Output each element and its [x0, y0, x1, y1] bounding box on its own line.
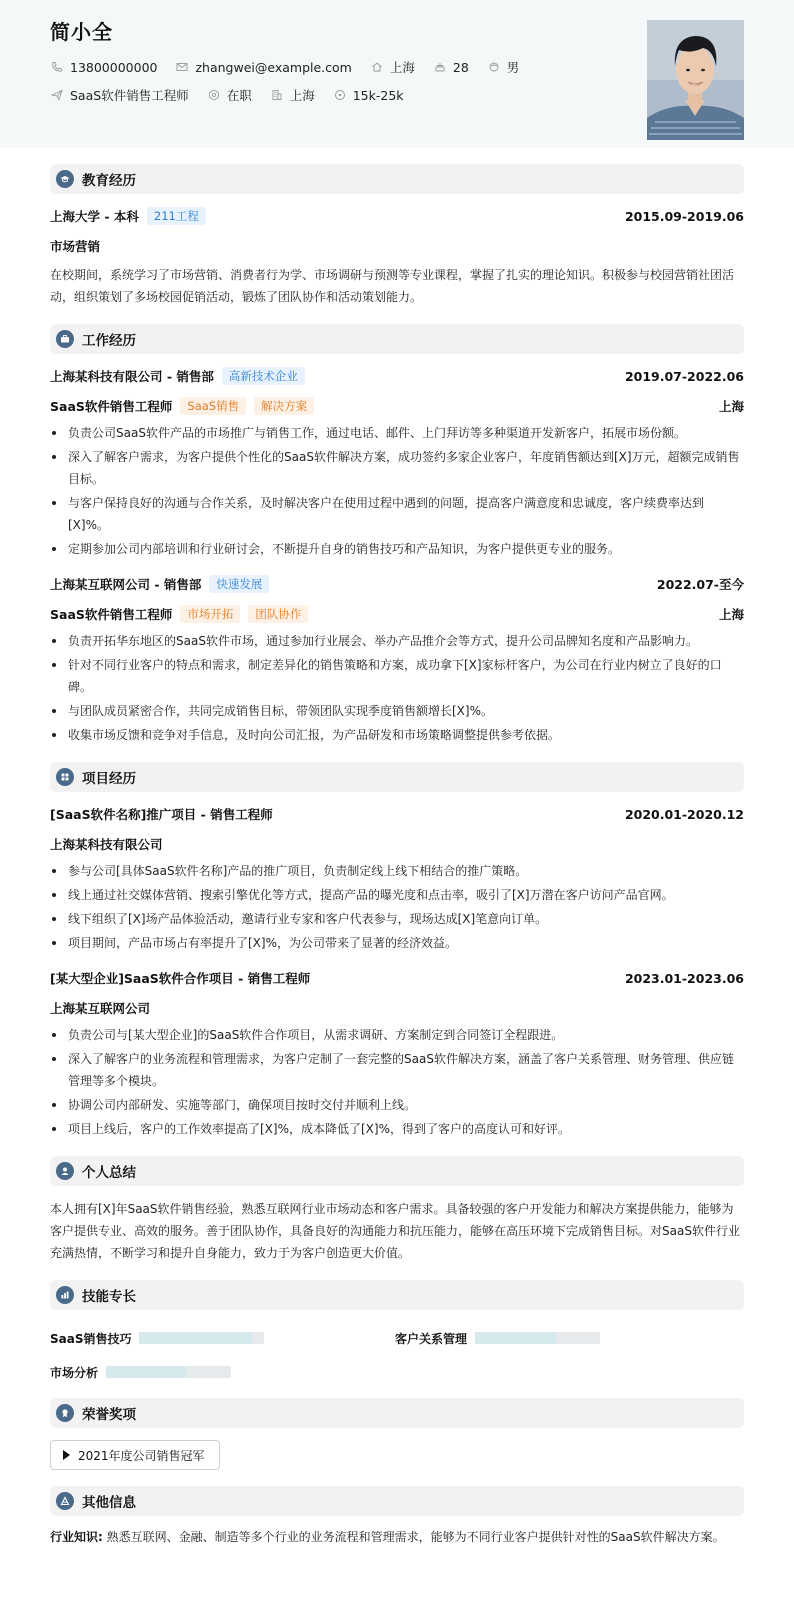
- skill-bar: [475, 1332, 600, 1344]
- role-name: SaaS软件销售工程师: [50, 399, 173, 414]
- award-item: [50, 1440, 220, 1470]
- entry-date: 2015.09-2019.06: [624, 208, 744, 224]
- list-item: 线上通过社交媒体营销、搜索引擎优化等方式，提高产品的曝光度和点击率，吸引了[X]万潜在客户访问产品官网。: [50, 884, 744, 906]
- location-item: [370, 58, 415, 76]
- entry-date: 2020.01-2020.12: [624, 806, 744, 822]
- project-company: 上海某科技有限公司: [50, 837, 163, 852]
- grid-icon: [56, 768, 74, 786]
- section-title: 教育经历: [82, 173, 136, 189]
- position-item: [50, 86, 189, 104]
- project-name: [SaaS软件名称]推广项目 - 销售工程师: [50, 807, 273, 822]
- skill-name: 市场分析: [50, 1365, 99, 1380]
- school-tag: 211工程: [147, 207, 206, 225]
- entry-date: 2022.07-至今: [656, 577, 744, 592]
- project-entry: [50, 968, 744, 1140]
- gender-icon: [487, 60, 501, 74]
- gender-text: 男: [506, 60, 520, 75]
- skill-level-fill: [475, 1332, 556, 1344]
- project-company: 上海某互联网公司: [50, 1001, 151, 1016]
- salary-text: 15k-25k: [352, 87, 404, 103]
- entry-header: [50, 206, 744, 226]
- send-icon: [50, 88, 64, 102]
- skill-level-fill: [106, 1366, 187, 1378]
- company-name: 上海某互联网公司 - 销售部: [50, 577, 202, 592]
- duty-list: [50, 422, 744, 560]
- list-item: 负责公司与[某大型企业]的SaaS软件合作项目，从需求调研、方案制定到合同签订全程跟进。: [50, 1024, 744, 1046]
- skills-list: [50, 1320, 744, 1382]
- major-row: [50, 236, 744, 256]
- list-item: 收集市场反馈和竞争对手信息，及时向公司汇报，为产品研发和市场策略调整提供参考依据。: [50, 724, 744, 746]
- status-text: 在职: [226, 88, 252, 103]
- role-tag: SaaS销售: [180, 397, 246, 415]
- summary-text: 本人拥有[X]年SaaS软件销售经验，熟悉互联网行业市场动态和客户需求。具备较强的客户开发能力和解决方案提供能力，能够为客户提供专业、高效的服务。善于团队协作，具备良好的沟通能力和抗压能力，能够在高压环境下完成销售目标。对SaaS软件行业充满热情，不断学习和提升自身能力，致力于为客户创造更大价值。: [50, 1202, 740, 1260]
- gender-item: [487, 58, 520, 76]
- education-description: 在校期间，系统学习了市场营销、消费者行为学、市场调研与预测等专业课程，掌握了扎实的理论知识。积极参与校园营销社团活动，组织策划了多场校园促销活动，锻炼了团队协作和活动策划能力。: [50, 268, 735, 304]
- other-text: 熟悉互联网、金融、制造等多个行业的业务流程和管理需求，能够为不同行业客户提供针对性的SaaS软件解决方案。: [106, 1530, 725, 1544]
- section-title: 项目经历: [82, 771, 136, 787]
- skill-name: 客户关系管理: [395, 1331, 468, 1346]
- status-item: [207, 86, 252, 104]
- list-item: 深入了解客户需求，为客户提供个性化的SaaS软件解决方案，成功签约多家企业客户，年度销售额达到[X]万元，超额完成销售目标。: [50, 446, 744, 490]
- cake-icon: [433, 60, 447, 74]
- section-title: 个人总结: [82, 1165, 136, 1181]
- candidate-name: 简小全: [50, 20, 113, 44]
- list-item: 与客户保持良好的沟通与合作关系，及时解决客户在使用过程中遇到的问题，提高客户满意度和忠诚度，客户续费率达到[X]%。: [50, 492, 744, 536]
- resume-header: [0, 0, 794, 148]
- settings-icon: [207, 88, 221, 102]
- role-tag: 解决方案: [254, 397, 314, 415]
- awards-section-header: [50, 1398, 744, 1428]
- email-icon: [175, 60, 189, 74]
- graduation-cap-icon: [56, 170, 74, 188]
- duty-list: [50, 630, 744, 746]
- summary-section-header: [50, 1156, 744, 1186]
- play-icon: [63, 1450, 70, 1460]
- work-city: 上海: [718, 607, 744, 622]
- work-entry: [50, 574, 744, 746]
- list-item: 协调公司内部研发、实施等部门，确保项目按时交付并顺利上线。: [50, 1094, 744, 1116]
- award-icon: [56, 1404, 74, 1422]
- section-title: 工作经历: [82, 333, 136, 349]
- skill-name: SaaS销售技巧: [50, 1331, 132, 1346]
- chart-icon: [56, 1286, 74, 1304]
- list-item: 负责开拓华东地区的SaaS软件市场，通过参加行业展会、举办产品推介会等方式，提升公司品牌知名度和产品影响力。: [50, 630, 744, 652]
- entry-header: [50, 366, 744, 386]
- project-list: [50, 860, 744, 954]
- section-title: 荣誉奖项: [82, 1407, 136, 1423]
- role-row: [50, 604, 744, 624]
- list-item: 参与公司[具体SaaS软件名称]产品的推广项目，负责制定线上线下相结合的推广策略。: [50, 860, 744, 882]
- skill-level-fill: [139, 1332, 252, 1344]
- home-icon: [370, 60, 384, 74]
- other-section-header: [50, 1486, 744, 1516]
- work-entry: [50, 366, 744, 560]
- list-item: 项目期间，产品市场占有率提升了[X]%，为公司带来了显著的经济效益。: [50, 932, 744, 954]
- briefcase-icon: [56, 330, 74, 348]
- project-company-row: [50, 834, 744, 854]
- age-item: [433, 60, 469, 75]
- award-name: 2021年度公司销售冠军: [78, 1448, 205, 1463]
- role-row: [50, 396, 744, 416]
- building-icon: [270, 88, 284, 102]
- work-section-header: [50, 324, 744, 354]
- education-entry: [50, 206, 744, 308]
- other-info: [50, 1526, 744, 1548]
- skill-item: [50, 1328, 395, 1348]
- entry-date: 2023.01-2023.06: [624, 970, 744, 986]
- entry-header: [50, 968, 744, 988]
- phone-item: [50, 60, 157, 75]
- education-section-header: [50, 164, 744, 194]
- list-item: 定期参加公司内部培训和行业研讨会，不断提升自身的销售技巧和产品知识，为客户提供更专业的服务。: [50, 538, 744, 560]
- project-company-row: [50, 998, 744, 1018]
- school-name: 上海大学 - 本科: [50, 209, 139, 224]
- phone-icon: [50, 60, 64, 74]
- section-title: 技能专长: [82, 1289, 136, 1305]
- project-entry: [50, 804, 744, 954]
- work-city: 上海: [718, 399, 744, 414]
- age-text: 28: [452, 59, 469, 75]
- section-title: 其他信息: [82, 1495, 136, 1511]
- entry-header: [50, 804, 744, 824]
- projects-section-header: [50, 762, 744, 792]
- other-label: 行业知识:: [50, 1530, 103, 1544]
- role-name: SaaS软件销售工程师: [50, 607, 173, 622]
- major-name: 市场营销: [50, 239, 101, 254]
- salary-icon: [333, 88, 347, 102]
- list-item: 与团队成员紧密合作，共同完成销售目标，带领团队实现季度销售额增长[X]%。: [50, 700, 744, 722]
- list-item: 针对不同行业客户的特点和需求，制定差异化的销售策略和方案，成功拿下[X]家标杆客户，为公司在行业内树立了良好的口碑。: [50, 654, 744, 698]
- contact-row: [50, 58, 744, 76]
- email-text: zhangwei@example.com: [195, 59, 352, 75]
- job-intent-row: [50, 86, 744, 104]
- skill-item: [395, 1328, 740, 1348]
- company-tag: 高新技术企业: [222, 367, 305, 385]
- target-city-text: 上海: [289, 88, 315, 103]
- list-item: 深入了解客户的业务流程和管理需求，为客户定制了一套完整的SaaS软件解决方案，涵盖了客户关系管理、财务管理、供应链管理等多个模块。: [50, 1048, 744, 1092]
- info-icon: [56, 1492, 74, 1510]
- role-tag: 市场开拓: [180, 605, 240, 623]
- user-icon: [56, 1162, 74, 1180]
- company-tag: 快速发展: [209, 575, 269, 593]
- profile-photo: [647, 20, 744, 140]
- resume-body: [0, 164, 794, 1548]
- role-tag: 团队协作: [248, 605, 308, 623]
- entry-date: 2019.07-2022.06: [624, 368, 744, 384]
- email-item: [175, 60, 351, 75]
- list-item: 负责公司SaaS软件产品的市场推广与销售工作，通过电话、邮件、上门拜访等多种渠道开发新客户，拓展市场份额。: [50, 422, 744, 444]
- skills-section-header: [50, 1280, 744, 1310]
- skill-bar: [106, 1366, 231, 1378]
- phone-text: 13800000000: [70, 59, 158, 75]
- skill-item: [50, 1362, 395, 1382]
- company-name: 上海某科技有限公司 - 销售部: [50, 369, 214, 384]
- skill-bar: [139, 1332, 264, 1344]
- target-city-item: [270, 86, 315, 104]
- project-list: [50, 1024, 744, 1140]
- list-item: 项目上线后，客户的工作效率提高了[X]%，成本降低了[X]%，得到了客户的高度认可和好评。: [50, 1118, 744, 1140]
- project-name: [某大型企业]SaaS软件合作项目 - 销售工程师: [50, 971, 311, 986]
- location-text: 上海: [389, 60, 415, 75]
- entry-header: [50, 574, 744, 594]
- position-text: SaaS软件销售工程师: [70, 88, 189, 103]
- salary-item: [333, 88, 404, 103]
- list-item: 线下组织了[X]场产品体验活动，邀请行业专家和客户代表参与，现场达成[X]笔意向订单。: [50, 908, 744, 930]
